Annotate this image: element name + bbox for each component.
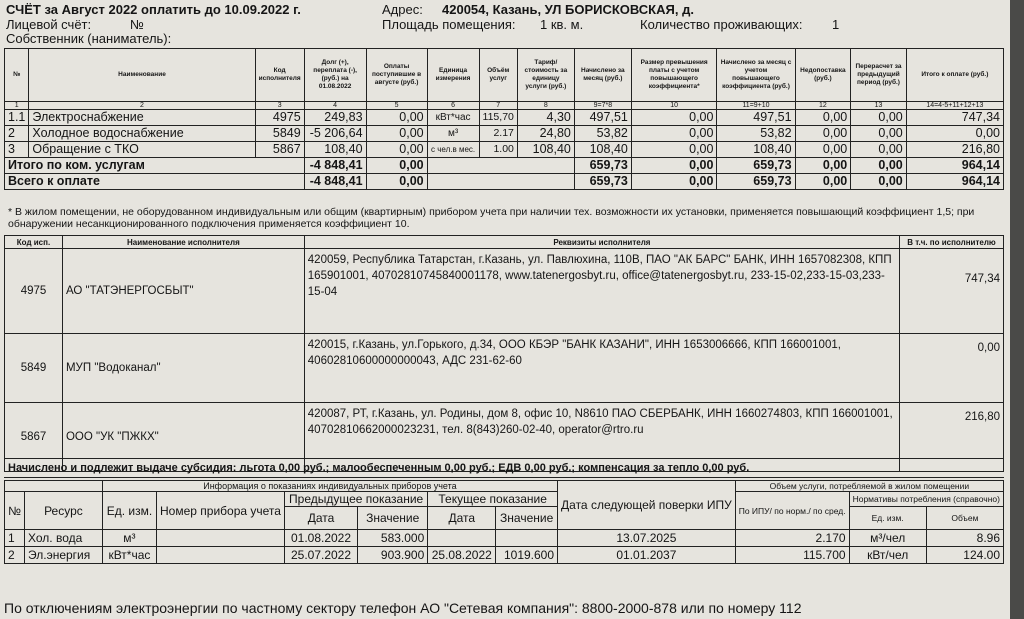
col-header: №	[5, 49, 29, 102]
charged-value: 497,51	[574, 110, 631, 126]
col-header: Дата	[428, 507, 496, 530]
provider-name: ООО "УК "ПЖКХ"	[62, 403, 304, 472]
service-name: Обращение с ТКО	[29, 142, 255, 158]
meters-header-row	[5, 492, 1004, 507]
residents-value: 1	[832, 17, 840, 32]
provider-amount: 747,34	[900, 249, 1004, 334]
col-header: Реквизиты исполнителя	[304, 236, 899, 249]
meters-section-title: Информация о показаниях индивидуальных приборов учета	[102, 481, 557, 492]
column-index: 1	[5, 102, 29, 110]
volume-value: 2.17	[479, 126, 517, 142]
table-row	[5, 249, 1004, 334]
bill-title: СЧЁТ за Август 2022 оплатить до 10.09.2022 г.	[6, 2, 301, 17]
paid-value: 0,00	[366, 142, 427, 158]
column-index: 4	[304, 102, 366, 110]
provider-code: 5849	[255, 126, 304, 142]
provider-name: МУП "Водоканал"	[62, 334, 304, 403]
recalc-value: 0,00	[851, 142, 906, 158]
meters-table	[4, 480, 1004, 564]
col-header: Ед. изм.	[102, 492, 156, 530]
col-header: Код исполнителя	[255, 49, 304, 102]
volume-value: 1.00	[479, 142, 517, 158]
col-header: Объем	[926, 507, 1003, 530]
col-header: Дата	[284, 507, 357, 530]
col-header: Недопоставка (руб.)	[795, 49, 851, 102]
col-header: Оплаты поступившие в августе (руб.)	[366, 49, 427, 102]
total-value: 0,00	[906, 126, 1003, 142]
grand-total-label: Всего к оплате	[5, 174, 305, 190]
column-index: 12	[795, 102, 851, 110]
col-header: В т.ч. по исполнителю	[900, 236, 1004, 249]
col-header: Перерасчет за предыдущий период (руб.)	[851, 49, 906, 102]
column-index: 13	[851, 102, 906, 110]
debt-value: -4 848,41	[304, 158, 366, 174]
recalc-value: 0,00	[851, 110, 906, 126]
table-row	[5, 547, 1004, 564]
curr-date	[428, 530, 496, 547]
recalc-value: 0,00	[851, 126, 906, 142]
row-number: 2	[5, 126, 29, 142]
charged-value: 659,73	[574, 158, 631, 174]
col-header: №	[5, 492, 25, 530]
prev-value: 903.900	[358, 547, 428, 564]
col-header: Значение	[496, 507, 558, 530]
debt-value: -5 206,64	[304, 126, 366, 142]
provider-code: 5867	[5, 403, 63, 472]
col-header: Наименование	[29, 49, 255, 102]
meter-number	[157, 547, 285, 564]
subtotal-row	[5, 158, 1004, 174]
provider-code: 4975	[255, 110, 304, 126]
curr-date: 25.08.2022	[428, 547, 496, 564]
provider-amount: 216,80	[900, 403, 1004, 472]
resource-name: Эл.энергия	[25, 547, 103, 564]
next-check-date: 13.07.2025	[558, 530, 736, 547]
grand-total-row	[5, 174, 1004, 190]
subtotal-label: Итого по ком. услугам	[5, 158, 305, 174]
col-header: Начислено за месяц с учетом повышающего коэффициента (руб.)	[717, 49, 795, 102]
provider-details: 420015, г.Казань, ул.Горького, д.34, ООО КБЭР "БАНК КАЗАНИ", ИНН 1653006666, КПП 166001001, 40602810600000000043, АДС 231-62-60	[304, 334, 899, 403]
debt-value: 249,83	[304, 110, 366, 126]
charged-value: 659,73	[574, 174, 631, 190]
next-check-date: 01.01.2037	[558, 547, 736, 564]
prev-value: 583.000	[358, 530, 428, 547]
meters-title-row	[5, 481, 1004, 492]
providers-header-row	[5, 236, 1004, 249]
column-index: 3	[255, 102, 304, 110]
providers-table	[4, 235, 1004, 472]
charged-coef-value: 497,51	[717, 110, 795, 126]
norm-volume: 8.96	[926, 530, 1003, 547]
paid-value: 0,00	[366, 158, 427, 174]
column-index: 11=9+10	[717, 102, 795, 110]
subsidy-line: Начислено и подлежит выдаче субсидия: льгота 0,00 руб.; малообеспеченным 0,00 руб.; ЕДВ 0,00 руб.; компенсация за тепло 0,00 руб.	[4, 458, 1004, 478]
provider-code: 5867	[255, 142, 304, 158]
charges-table	[4, 48, 1004, 190]
account-number: №	[130, 17, 144, 32]
tariff-value: 108,40	[517, 142, 574, 158]
table-row	[5, 334, 1004, 403]
service-name: Электроснабжение	[29, 110, 255, 126]
volume-value: 115.700	[735, 547, 849, 564]
resource-name: Хол. вода	[25, 530, 103, 547]
charged-coef-value: 108,40	[717, 142, 795, 158]
total-value: 964,14	[906, 174, 1003, 190]
norm-unit: м³/чел	[849, 530, 926, 547]
column-index: 10	[631, 102, 717, 110]
debt-value: -4 848,41	[304, 174, 366, 190]
col-header: Начислено за месяц (руб.)	[574, 49, 631, 102]
area-label: Площадь помещения:	[382, 17, 516, 32]
volume-value: 2.170	[735, 530, 849, 547]
charged-value: 53,82	[574, 126, 631, 142]
col-header: Номер прибора учета	[157, 492, 285, 530]
col-header: Объём услуг	[479, 49, 517, 102]
tariff-value: 4,30	[517, 110, 574, 126]
column-index: 8	[517, 102, 574, 110]
prev-date: 01.08.2022	[284, 530, 357, 547]
service-name: Холодное водоснабжение	[29, 126, 255, 142]
charged-coef-value: 659,73	[717, 174, 795, 190]
col-header: Объем услуги, потребляемой в жилом помещении	[735, 481, 1003, 492]
col-header: Размер превышения платы с учетом повышающего коэффициента*	[631, 49, 717, 102]
table-row	[5, 110, 1004, 126]
residents-label: Количество проживающих:	[640, 17, 803, 32]
row-number: 1	[5, 530, 25, 547]
charges-header-row	[5, 49, 1004, 102]
prev-date: 25.07.2022	[284, 547, 357, 564]
total-value: 216,80	[906, 142, 1003, 158]
meter-number	[157, 530, 285, 547]
col-header: Единица измерения	[427, 49, 479, 102]
column-index: 2	[29, 102, 255, 110]
col-header: Итого к оплате (руб.)	[906, 49, 1003, 102]
account-label: Лицевой счёт:	[6, 17, 92, 32]
row-number: 2	[5, 547, 25, 564]
excess-value: 0,00	[631, 110, 717, 126]
excess-value: 0,00	[631, 126, 717, 142]
column-index: 9=7*8	[574, 102, 631, 110]
norm-volume: 124.00	[926, 547, 1003, 564]
owner-label: Собственник (наниматель):	[6, 31, 172, 46]
charged-coef-value: 659,73	[717, 158, 795, 174]
outage-phone-note: По отключениям электроэнергии по частному сектору телефон АО "Сетевая компания": 8800-2000-878 или по номеру 112	[4, 600, 802, 616]
shortfall-value: 0,00	[795, 142, 851, 158]
excess-value: 0,00	[631, 142, 717, 158]
table-row	[5, 142, 1004, 158]
coefficient-note: * В жилом помещении, не оборудованном индивидуальным или общим (квартирным) прибором учета при наличии тех. возможности их установки, применяется повышающий коэффициент 1,5; при обнаружении несанкционированного подключения применяется коэффициент 10.	[8, 206, 975, 230]
norm-unit: кВт/чел	[849, 547, 926, 564]
column-index: 6	[427, 102, 479, 110]
area-value: 1 кв. м.	[540, 17, 584, 32]
col-header: Ресурс	[25, 492, 103, 530]
tariff-value: 24,80	[517, 126, 574, 142]
unit-value: м³	[427, 126, 479, 142]
recalc-value: 0,00	[851, 158, 906, 174]
provider-code: 4975	[5, 249, 63, 334]
col-header: Текущее показание	[428, 492, 558, 507]
col-header: Дата следующей поверки ИПУ	[558, 481, 736, 530]
column-index: 5	[366, 102, 427, 110]
volume-value: 115,70	[479, 110, 517, 126]
excess-value: 0,00	[631, 158, 717, 174]
unit-value: кВт*час	[427, 110, 479, 126]
shortfall-value: 0,00	[795, 158, 851, 174]
unit-value: кВт*час	[102, 547, 156, 564]
row-number: 3	[5, 142, 29, 158]
recalc-value: 0,00	[851, 174, 906, 190]
charged-coef-value: 53,82	[717, 126, 795, 142]
unit-value: м³	[102, 530, 156, 547]
provider-code: 5849	[5, 334, 63, 403]
shortfall-value: 0,00	[795, 126, 851, 142]
shortfall-value: 0,00	[795, 110, 851, 126]
col-header: Код исп.	[5, 236, 63, 249]
curr-value	[496, 530, 558, 547]
charged-value: 108,40	[574, 142, 631, 158]
shortfall-value: 0,00	[795, 174, 851, 190]
address-value: 420054, Казань, УЛ БОРИСКОВСКАЯ, д.	[442, 2, 694, 17]
table-row	[5, 126, 1004, 142]
col-header: По ИПУ/ по норм./ по сред.	[735, 492, 849, 530]
total-value: 747,34	[906, 110, 1003, 126]
col-header: Тариф/стоимость за единицу услуги (руб.)	[517, 49, 574, 102]
excess-value: 0,00	[631, 174, 717, 190]
col-header: Наименование исполнителя	[62, 236, 304, 249]
provider-details: 420087, РТ, г.Казань, ул. Родины, дом 8, офис 10, N8610 ПАО СБЕРБАНК, ИНН 1660274803, КПП 166001001, 40702810662000023231, тел. 8(843)260-02-40, operator@rtro.ru	[304, 403, 899, 472]
column-index: 7	[479, 102, 517, 110]
provider-name: АО "ТАТЭНЕРГОСБЫТ"	[62, 249, 304, 334]
col-header: Предыдущее показание	[284, 492, 427, 507]
col-header: Долг (+), переплата (-), (руб.) на 01.08.2022	[304, 49, 366, 102]
col-header: Значение	[358, 507, 428, 530]
unit-value: с чел.в мес.	[427, 142, 479, 158]
provider-details: 420059, Республика Татарстан, г.Казань, ул. Павлюхина, 110В, ПАО "АК БАРС" БАНК, ИНН 1657082308, КПП 165901001, 40702810745840001178, www.tatenergosbyt.ru, office@tatenergosbyt.ru, 233-15-02,233-15-03,233-15-04	[304, 249, 899, 334]
column-index: 14=4-5+11+12+13	[906, 102, 1003, 110]
total-value: 964,14	[906, 158, 1003, 174]
table-row	[5, 530, 1004, 547]
paid-value: 0,00	[366, 174, 427, 190]
address-label: Адрес:	[382, 2, 423, 17]
paid-value: 0,00	[366, 126, 427, 142]
col-header: Ед. изм.	[849, 507, 926, 530]
col-header: Нормативы потребления (справочно)	[849, 492, 1003, 507]
row-number: 1.1	[5, 110, 29, 126]
paid-value: 0,00	[366, 110, 427, 126]
curr-value: 1019.600	[496, 547, 558, 564]
debt-value: 108,40	[304, 142, 366, 158]
column-index-row	[5, 102, 1004, 110]
provider-amount: 0,00	[900, 334, 1004, 403]
